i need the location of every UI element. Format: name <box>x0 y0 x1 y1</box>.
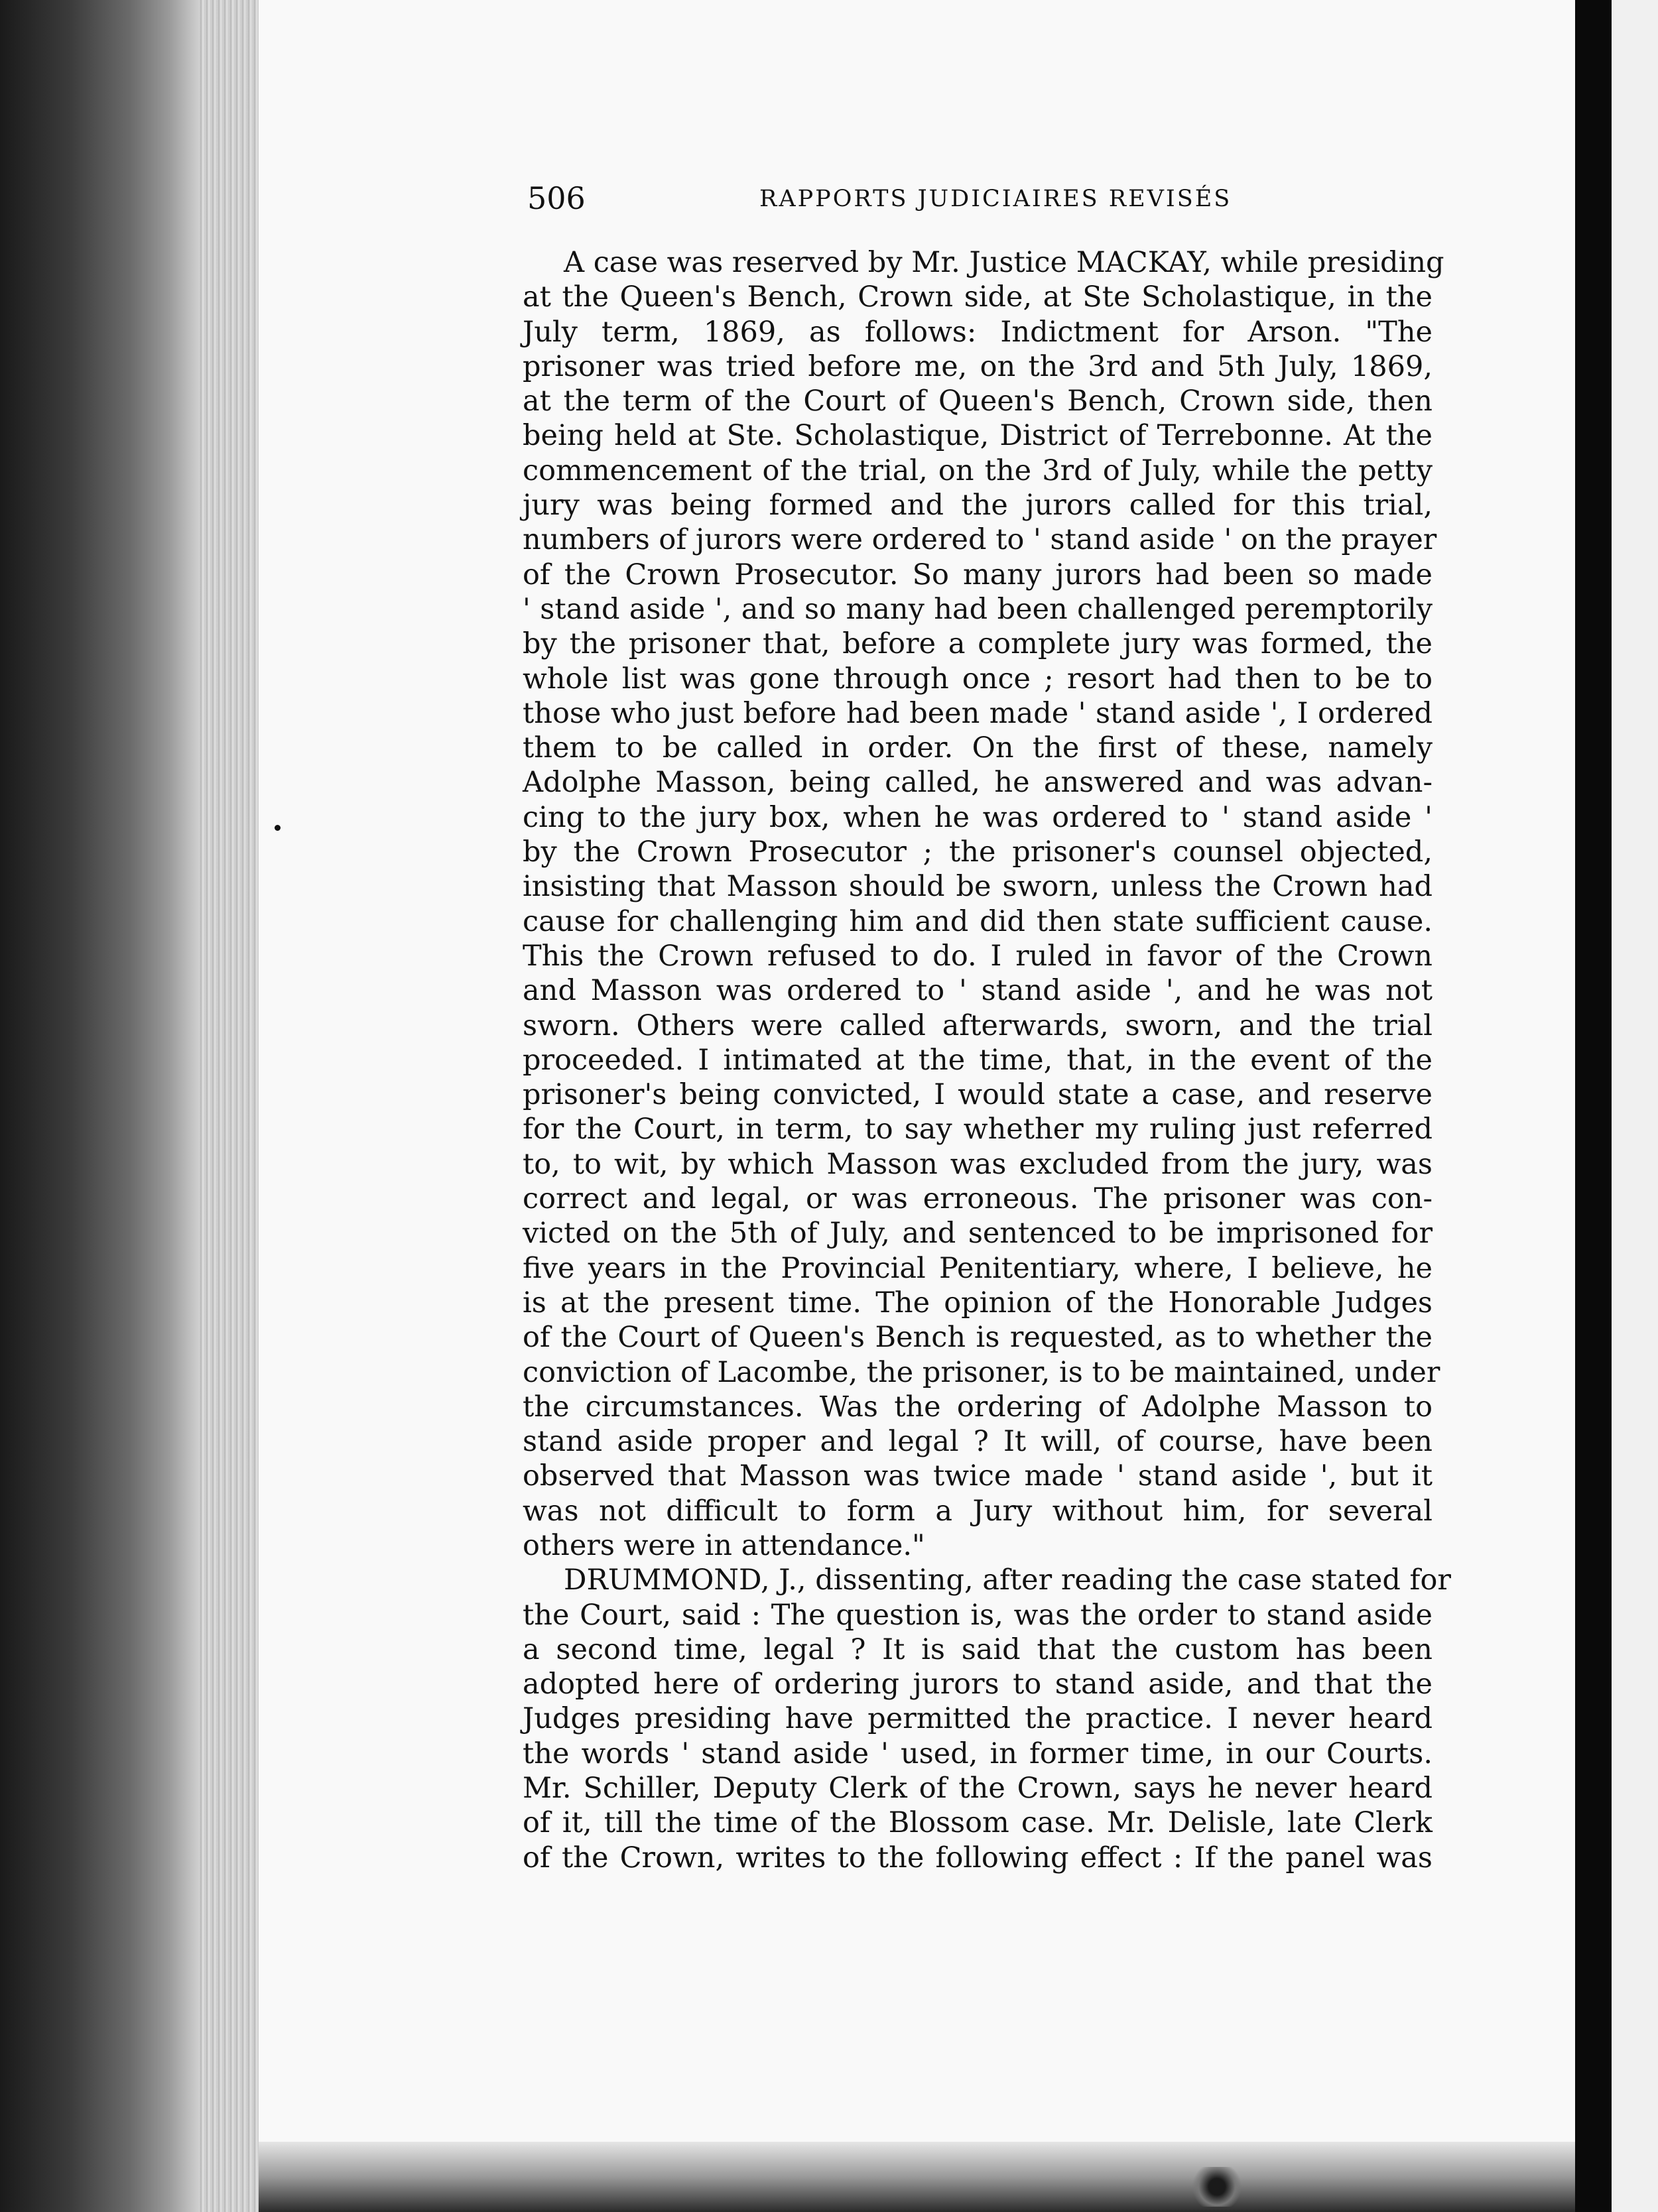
text-line: Adolphe Masson, being called, he answered and was advan- <box>523 766 1433 800</box>
text-line: insisting that Masson should be sworn, unless the Crown had <box>523 870 1433 904</box>
text-line: Judges presiding have permitted the practice. I never heard <box>523 1702 1433 1736</box>
text-line: five years in the Provincial Penitentiary, where, I believe, he <box>523 1251 1433 1285</box>
text-line: prisoner's being convicted, I would state a case, and reserve <box>523 1078 1433 1112</box>
text-line: prisoner was tried before me, on the 3rd and 5th July, 1869, <box>523 349 1433 383</box>
text-line: ' stand aside ', and so many had been challenged peremptorily <box>523 592 1433 626</box>
text-line: was not difficult to form a Jury without him, for several <box>523 1494 1433 1528</box>
text-line: numbers of jurors were ordered to ' stand aside ' on the prayer <box>523 523 1437 557</box>
page-stack-edge <box>199 0 259 2212</box>
text-line: proceeded. I intimated at the time, that, in the event of the <box>523 1043 1433 1077</box>
text-line: conviction of Lacombe, the prisoner, is to be maintained, under <box>523 1355 1440 1389</box>
text-line: This the Crown refused to do. I ruled in favor of the Crown <box>523 939 1433 973</box>
text-line: of the Court of Queen's Bench is requested, as to whether the <box>523 1321 1433 1355</box>
text-line: Mr. Schiller, Deputy Clerk of the Crown, says he never heard <box>523 1772 1433 1806</box>
ink-smudge <box>1190 2167 1244 2207</box>
text-line: the Court, said : The question is, was the order to stand aside <box>523 1598 1433 1632</box>
text-line: whole list was gone through once ; resort had then to be to <box>523 662 1433 696</box>
text-line: A case was reserved by Mr. Justice MACKAY, while presiding <box>564 246 1444 279</box>
text-line: for the Court, in term, to say whether my ruling just referred <box>523 1113 1433 1146</box>
text-line: cause for challenging him and did then state sufficient cause. <box>523 904 1433 938</box>
text-line: of it, till the time of the Blossom case. Mr. Delisle, late Clerk <box>523 1806 1433 1840</box>
text-line: adopted here of ordering jurors to stand aside, and that the <box>523 1668 1433 1701</box>
text-line: of the Crown, writes to the following effect : If the panel was <box>523 1841 1433 1874</box>
text-line: July term, 1869, as follows: Indictment for Arson. "The <box>523 315 1433 349</box>
text-line: by the Crown Prosecutor ; the prisoner's counsel objected, <box>523 835 1433 869</box>
margin-dot <box>275 825 281 831</box>
book-edge <box>0 0 199 2212</box>
text-line: those who just before had been made ' stand aside ', I ordered <box>523 696 1433 730</box>
text-line: them to be called in order. On the first of these, namely <box>523 731 1433 765</box>
text-line: jury was being formed and the jurors called for this trial, <box>523 489 1433 522</box>
page-header <box>527 180 1446 220</box>
text-line: by the prisoner that, before a complete jury was formed, the <box>523 627 1433 661</box>
text-line: the circumstances. Was the ordering of Adolphe Masson to <box>523 1390 1433 1424</box>
book-gutter <box>1575 0 1612 2212</box>
text-line: DRUMMOND, J., dissenting, after reading the case stated for <box>564 1564 1451 1597</box>
page-number: 506 <box>527 180 586 216</box>
running-title: RAPPORTS JUDICIAIRES REVISÉS <box>759 186 1232 212</box>
page-bottom-shadow <box>259 2142 1575 2212</box>
text-line: and Masson was ordered to ' stand aside ', and he was not <box>523 974 1433 1008</box>
text-line: commencement of the trial, on the 3rd of July, while the petty <box>523 454 1433 487</box>
text-line: of the Crown Prosecutor. So many jurors had been so made <box>523 558 1433 591</box>
text-line: sworn. Others were called afterwards, sworn, and the trial <box>523 1009 1433 1042</box>
text-line: at the term of the Court of Queen's Bench, Crown side, then <box>523 385 1433 418</box>
text-line: cing to the jury box, when he was ordered to ' stand aside ' <box>523 800 1433 834</box>
text-line: to, to wit, by which Masson was excluded from the jury, was <box>523 1147 1433 1181</box>
text-line: a second time, legal ? It is said that the custom has been <box>523 1632 1433 1666</box>
text-line: is at the present time. The opinion of the Honorable Judges <box>523 1286 1433 1320</box>
text-line: observed that Masson was twice made ' stand aside ', but it <box>523 1459 1433 1493</box>
body-text <box>523 245 1451 1875</box>
text-line: others were in attendance." <box>523 1528 925 1562</box>
text-line: correct and legal, or was erroneous. The prisoner was con- <box>523 1182 1433 1216</box>
text-line: at the Queen's Bench, Crown side, at Ste Scholastique, in the <box>523 280 1433 314</box>
text-line: stand aside proper and legal ? It will, of course, have been <box>523 1425 1433 1459</box>
facing-page-edge <box>1612 0 1658 2212</box>
text-line: victed on the 5th of July, and sentenced to be imprisoned for <box>523 1217 1433 1251</box>
text-line: being held at Ste. Scholastique, District of Terrebonne. At the <box>523 419 1433 453</box>
text-line: the words ' stand aside ' used, in former time, in our Courts. <box>523 1737 1433 1770</box>
